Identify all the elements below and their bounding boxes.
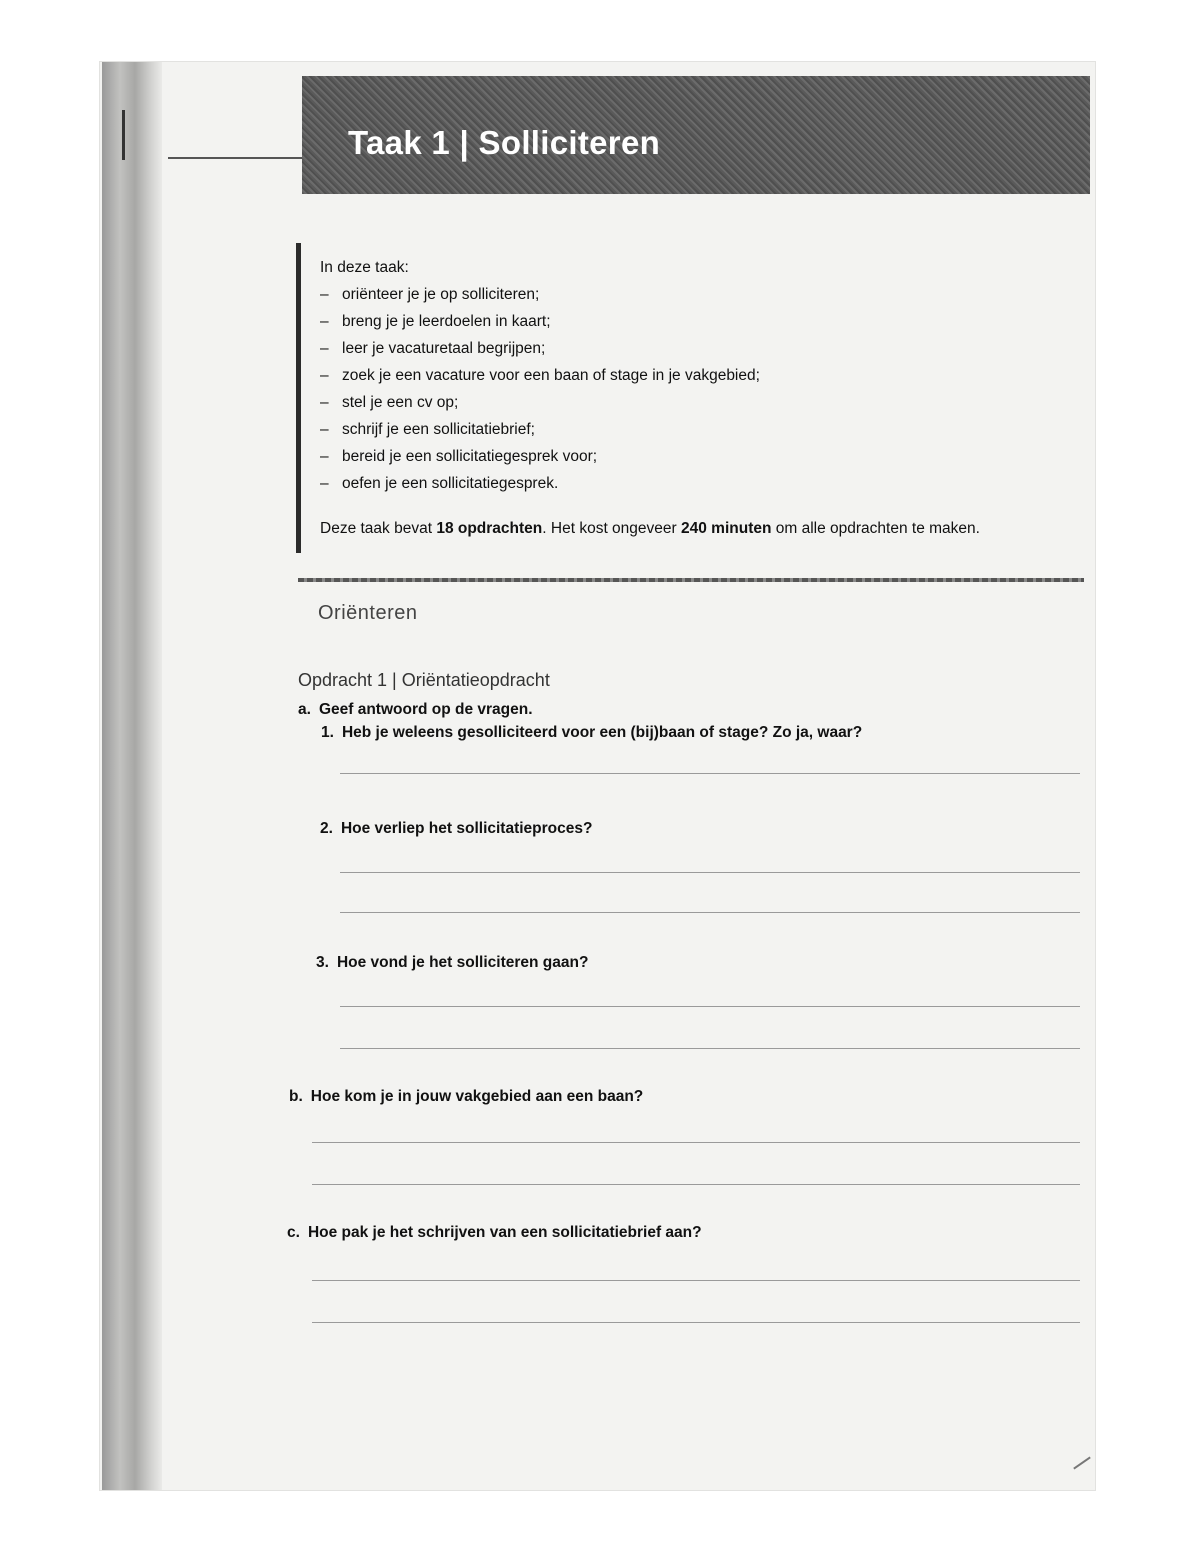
answer-line[interactable] bbox=[312, 1322, 1080, 1323]
page-binding-shadow bbox=[102, 62, 162, 1490]
question-text: Hoe verliep het sollicitatieproces? bbox=[340, 820, 593, 837]
intro-item-text: zoek je een vacature voor een baan of stage in je vakgebied; bbox=[342, 367, 760, 384]
question-2 bbox=[320, 820, 592, 838]
part-c bbox=[287, 1224, 702, 1242]
answer-line[interactable] bbox=[340, 1006, 1080, 1007]
section-heading: Oriënteren bbox=[318, 602, 418, 624]
bullet-dash: – bbox=[320, 448, 329, 465]
task-summary bbox=[320, 520, 980, 538]
answer-line[interactable] bbox=[312, 1142, 1080, 1143]
answer-line[interactable] bbox=[340, 912, 1080, 913]
intro-item-text: leer je vacaturetaal begrijpen; bbox=[342, 340, 546, 357]
part-label: c. bbox=[287, 1224, 300, 1241]
intro-item bbox=[320, 362, 760, 389]
intro-item bbox=[320, 335, 760, 362]
answer-line[interactable] bbox=[312, 1280, 1080, 1281]
answer-line[interactable] bbox=[340, 872, 1080, 873]
bullet-dash: – bbox=[320, 367, 329, 384]
question-label: 2. bbox=[320, 820, 333, 837]
intro-item-text: breng je je leerdoelen in kaart; bbox=[342, 313, 551, 330]
answer-line[interactable] bbox=[340, 773, 1080, 774]
title-rule bbox=[168, 157, 304, 159]
bullet-dash: – bbox=[320, 340, 329, 357]
intro-item bbox=[320, 443, 760, 470]
intro-heading: In deze taak: bbox=[320, 259, 409, 276]
part-label: a. bbox=[298, 701, 311, 718]
intro-item-text: schrijf je een sollicitatiebrief; bbox=[342, 421, 535, 438]
part-a bbox=[298, 701, 533, 719]
question-3 bbox=[316, 954, 588, 972]
bullet-dash: – bbox=[320, 394, 329, 411]
intro-item bbox=[320, 389, 760, 416]
intro-side-bar bbox=[296, 243, 301, 553]
intro-block bbox=[320, 254, 760, 497]
question-1 bbox=[321, 724, 862, 742]
intro-item bbox=[320, 281, 760, 308]
intro-item bbox=[320, 416, 760, 443]
question-text: Hoe vond je het solliciteren gaan? bbox=[336, 954, 589, 971]
answer-line[interactable] bbox=[340, 1048, 1080, 1049]
intro-item bbox=[320, 470, 760, 497]
summary-count: 18 opdrachten bbox=[436, 520, 543, 537]
section-divider bbox=[298, 578, 1084, 582]
answer-line[interactable] bbox=[312, 1184, 1080, 1185]
part-text: Geef antwoord op de vragen. bbox=[318, 701, 533, 718]
intro-item-text: oefen je een sollicitatiegesprek. bbox=[342, 475, 559, 492]
summary-text: Deze taak bevat bbox=[320, 520, 437, 537]
part-b bbox=[289, 1088, 643, 1106]
question-label: 3. bbox=[316, 954, 329, 971]
bullet-dash: – bbox=[320, 421, 329, 438]
bullet-dash: – bbox=[320, 313, 329, 330]
intro-item-text: stel je een cv op; bbox=[342, 394, 459, 411]
intro-item-text: bereid je een sollicitatiegesprek voor; bbox=[342, 448, 598, 465]
part-text: Hoe kom je in jouw vakgebied aan een baan? bbox=[310, 1088, 644, 1105]
binding-mark bbox=[122, 110, 125, 160]
summary-text: . Het kost ongeveer bbox=[542, 520, 681, 537]
part-label: b. bbox=[289, 1088, 303, 1105]
bullet-dash: – bbox=[320, 475, 329, 492]
bullet-dash: – bbox=[320, 286, 329, 303]
question-label: 1. bbox=[321, 724, 334, 741]
summary-text: om alle opdrachten te maken. bbox=[771, 520, 980, 537]
page-title: Taak 1 | Solliciteren bbox=[348, 124, 661, 161]
intro-item-text: oriënteer je je op solliciteren; bbox=[342, 286, 540, 303]
part-text: Hoe pak je het schrijven van een sollicitatiebrief aan? bbox=[307, 1224, 702, 1241]
assignment-heading: Opdracht 1 | Oriëntatieopdracht bbox=[298, 670, 550, 690]
intro-item bbox=[320, 308, 760, 335]
summary-minutes: 240 minuten bbox=[681, 520, 772, 537]
question-text: Heb je weleens gesolliciteerd voor een (bij)baan of stage? Zo ja, waar? bbox=[341, 724, 863, 741]
